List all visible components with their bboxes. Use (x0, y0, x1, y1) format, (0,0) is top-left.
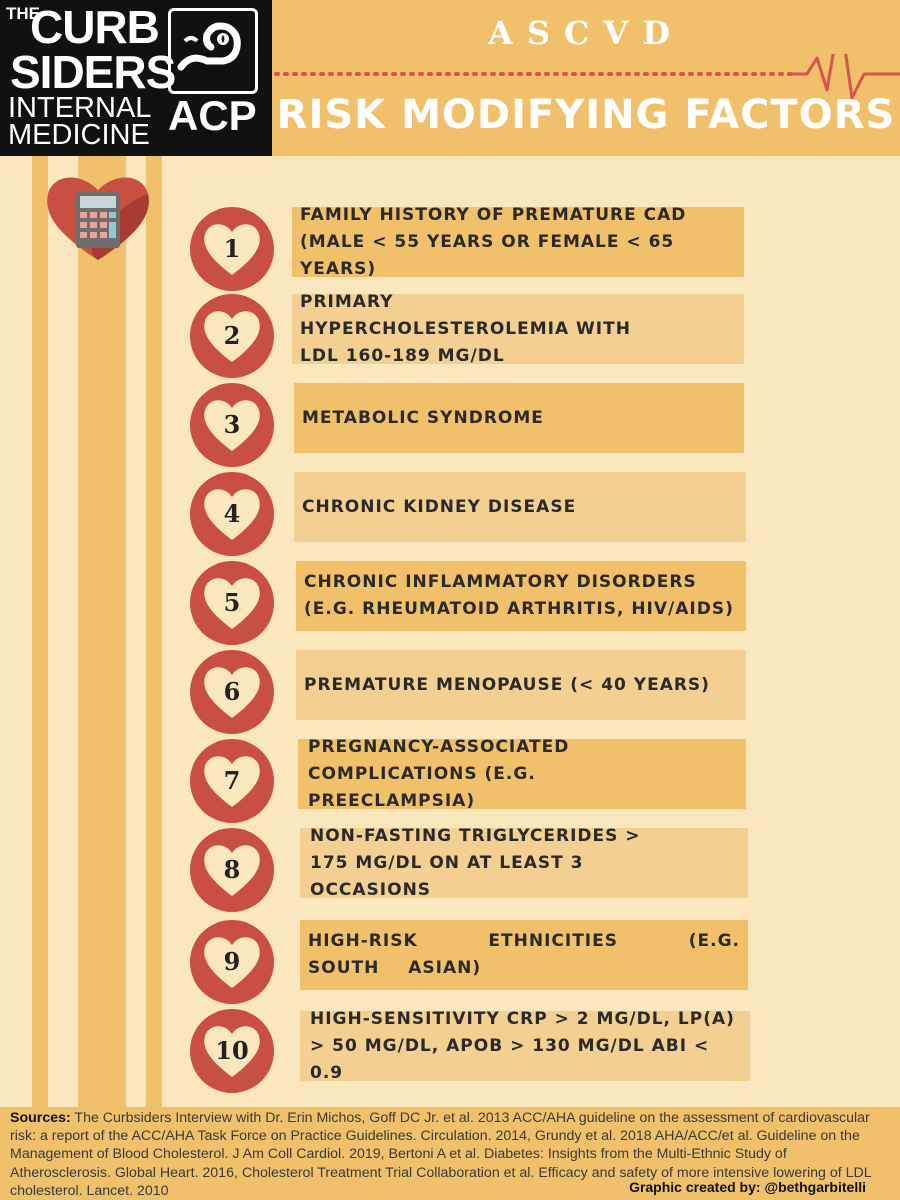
factor-text: METABOLIC SYNDROME (302, 407, 544, 428)
risk-factor-row (0, 472, 900, 552)
number-badge (190, 650, 274, 734)
number-badge (190, 207, 274, 291)
factor-text-box (298, 736, 746, 811)
number-badge (190, 920, 274, 1004)
risk-factor-row (0, 383, 900, 463)
factor-text-box (292, 291, 744, 366)
number-badge (190, 294, 274, 378)
factor-text-box (294, 472, 746, 542)
risk-factor-row (0, 825, 900, 908)
number-badge (190, 739, 274, 823)
logo-siders: SIDERS (10, 46, 176, 98)
logo-curb: CURB (30, 1, 159, 53)
number-badge (190, 561, 274, 645)
factor-text-box (296, 561, 746, 631)
sources-footer (0, 1107, 900, 1200)
page-subtitle: RISK MODIFYING FACTORS (276, 92, 896, 138)
factor-text-box (292, 204, 744, 279)
number-badge (190, 383, 274, 467)
factor-text-box (300, 920, 748, 990)
factor-number: 2 (223, 321, 241, 350)
factor-text: NON-FASTING TRIGLYCERIDES > 175 MG/DL ON AT LEAST 3 OCCASIONS (310, 825, 641, 900)
risk-factor-row (0, 291, 900, 374)
factor-number: 10 (215, 1036, 249, 1065)
sources-label: Sources: (10, 1110, 71, 1126)
factor-number: 9 (223, 947, 241, 976)
factor-text-box (294, 383, 744, 453)
graphic-credit: Graphic created by: @bethgarbitelli (629, 1178, 866, 1195)
factor-text-box (300, 1008, 750, 1083)
logo-the: THE (6, 4, 40, 23)
factor-text: FAMILY HISTORY OF PREMATURE CAD (MALE < 55 YEARS OR FEMALE < 65 YEARS) (300, 204, 687, 279)
factor-number: 4 (223, 499, 241, 528)
factor-text: CHRONIC KIDNEY DISEASE (302, 496, 577, 517)
factor-number: 3 (223, 410, 241, 439)
factor-text: PREMATURE MENOPAUSE (< 40 YEARS) (304, 674, 710, 695)
factor-number: 5 (223, 588, 241, 617)
factor-number: 7 (223, 766, 241, 795)
acp-wordmark: ACP (168, 92, 257, 139)
logo-internal: INTERNAL (8, 92, 152, 124)
factor-text-box (296, 650, 746, 720)
page-title: ASCVD (488, 14, 684, 52)
risk-factor-row (0, 736, 900, 819)
risk-factor-row (0, 650, 900, 730)
factor-number: 1 (223, 234, 241, 263)
factor-text: HIGH-SENSITIVITY CRP > 2 MG/DL, LP(A) > 50 MG/DL, APOB > 130 MG/DL ABI < 0.9 (310, 1008, 735, 1083)
number-badge (190, 1009, 274, 1093)
logo-medicine: MEDICINE (8, 119, 150, 151)
curbsiders-logo-block (0, 0, 272, 156)
number-badge (190, 828, 274, 912)
factor-text: PRIMARY HYPERCHOLESTEROLEMIA WITH LDL 160-189 MG/DL (300, 291, 631, 366)
factor-text-box (300, 825, 748, 900)
risk-factor-row (0, 561, 900, 641)
acp-emblem-icon (168, 8, 258, 94)
risk-factor-row (0, 920, 900, 1000)
factor-number: 6 (223, 677, 241, 706)
risk-factor-row (0, 1009, 900, 1089)
factor-text: CHRONIC INFLAMMATORY DISORDERS (E.G. RHEUMATOID ARTHRITIS, HIV/AIDS) (304, 572, 734, 619)
sources-text: The Curbsiders Interview with Dr. Erin Michos, Goff DC Jr. et al. 2013 ACC/AHA guideline on the assessment of cardiovascular risk: a report of the ACC/AHA Task Force on Practice Guidelines. Circulation. 2014, Grundy et al. 2018 AHA/ACC/et al. Guideline on the Management of Blood Cholesterol. J Am Coll Cardiol. 2019, Bertoni A et al. Diabetes: Insights from the Multi-Ethnic Study of Atherosclerosis. Global Heart. 2016, Cholesterol Treatment Trial Collaboration et al. Efficacy and safety of more intensive lowering of LDL cholesterol. Lancet. 2010 (10, 1110, 872, 1199)
number-badge (190, 472, 274, 556)
factor-text: PREGNANCY-ASSOCIATED COMPLICATIONS (E.G. PREECLAMPSIA) (308, 736, 570, 811)
factor-text: HIGH-RISK ETHNICITIES (E.G. SOUTH ASIAN) (308, 931, 740, 978)
risk-factor-row (0, 205, 900, 285)
factor-number: 8 (223, 855, 241, 884)
